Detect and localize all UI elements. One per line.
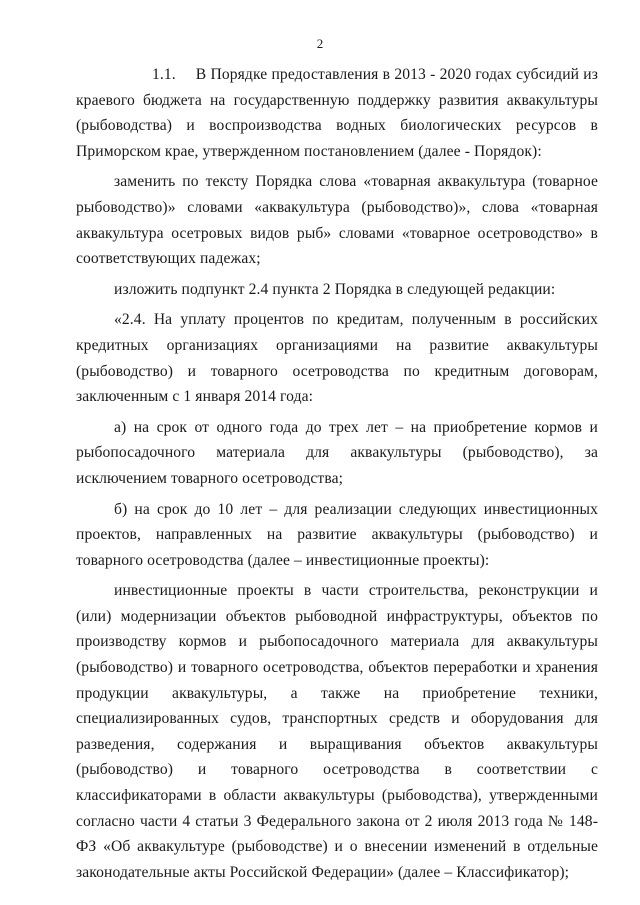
paragraph-item-b: б) на срок до 10 лет – для реализации следующих инвестиционных проектов, направленных на развитие аквакультуры (рыбоводство) и товарного осетроводства (далее – инвестиционные проекты):	[76, 500, 598, 569]
document-body	[76, 62, 598, 885]
paragraph-2-4: «2.4. На уплату процентов по кредитам, полученным в российских кредитных организациях организациями на развитие аквакультуры (рыбоводство) и товарного осетроводства по кредитным договорам, заключенным с 1 января 2014 года:	[76, 311, 598, 406]
paragraph-replace-words: заменить по тексту Порядка слова «товарная аквакультура (товарное рыбоводство)» словами «аквакультура (рыбоводство)», слова «товарная аквакультура осетровых видов рыб» словами «товарное осетроводство» в соответствующих падежах;	[76, 173, 598, 268]
paragraph-number: 1.1.	[152, 66, 176, 83]
page-number: 2	[316, 36, 324, 51]
paragraph-investment-projects: инвестиционные проекты в части строительства, реконструкции и (или) модернизации объектов рыбоводной инфраструктуры, объектов по производству кормов и рыбопосадочного материала для аквакультуры (рыбоводство) и товарного осетроводства, объектов переработки и хранения продукции аквакультуры, а также на приобретение техники, специализированных судов, транспортных средств и оборудования для разведения, содержания и выращивания объектов аквакультуры (рыбоводство) и товарного осетроводства в соответствии с классификаторами в области аквакультуры (рыбоводства), утвержденными согласно части 4 статьи 3 Федерального закона от 2 июля 2013 года № 148-ФЗ «Об аквакультуре (рыбоводстве) и о внесении изменений в отдельные законодательные акты Российской Федерации» (далее – Классификатор);	[76, 582, 598, 881]
paragraph-item-a: а) на срок от одного года до трех лет – на приобретение кормов и рыбопосадочного материала для аквакультуры (рыбоводство), за исключением товарного осетроводства;	[76, 418, 598, 487]
paragraph-1-1	[76, 62, 598, 164]
paragraph-text: В Порядке предоставления в 2013 - 2020 годах субсидий из краевого бюджета на государственную поддержку развития аквакультуры (рыбоводства) и воспроизводства водных биологических ресурсов в Приморском крае, утвержденном постановлением (далее - Порядок):	[76, 66, 598, 160]
paragraph-restate-subclause: изложить подпункт 2.4 пункта 2 Порядка в следующей редакции:	[114, 280, 556, 298]
